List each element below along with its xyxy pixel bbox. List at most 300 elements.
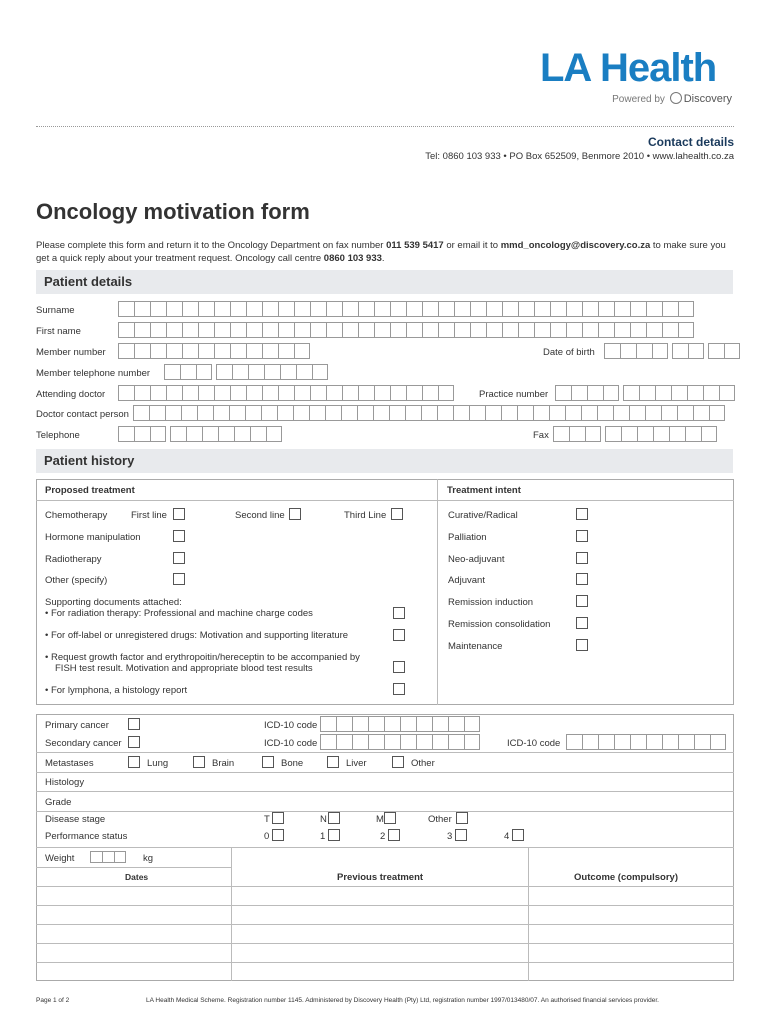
- input-cell[interactable]: [374, 385, 390, 401]
- input-cell[interactable]: [166, 301, 182, 317]
- input-cell[interactable]: [400, 734, 416, 750]
- dob-boxes[interactable]: [604, 343, 740, 359]
- input-cell[interactable]: [278, 301, 294, 317]
- input-cell[interactable]: [294, 385, 310, 401]
- input-cell[interactable]: [186, 426, 202, 442]
- input-cell[interactable]: [326, 385, 342, 401]
- input-cell[interactable]: [182, 385, 198, 401]
- input-cell[interactable]: [230, 322, 246, 338]
- input-cell[interactable]: [261, 405, 277, 421]
- input-cell[interactable]: [587, 385, 603, 401]
- input-cell[interactable]: [422, 385, 438, 401]
- input-cell[interactable]: [646, 301, 662, 317]
- input-cell[interactable]: [406, 301, 422, 317]
- weight-boxes[interactable]: [90, 851, 126, 863]
- input-cell[interactable]: [432, 716, 448, 732]
- prev-row-4[interactable]: [36, 943, 734, 944]
- input-cell[interactable]: [486, 301, 502, 317]
- input-cell[interactable]: [198, 343, 214, 359]
- input-cell[interactable]: [630, 734, 646, 750]
- input-cell[interactable]: [182, 343, 198, 359]
- performance-checkbox[interactable]: [455, 829, 467, 841]
- input-cell[interactable]: [320, 716, 336, 732]
- input-cell[interactable]: [566, 734, 582, 750]
- chemo-label: Chemotherapy: [45, 510, 108, 521]
- input-cell[interactable]: [384, 716, 400, 732]
- metastasis-checkbox[interactable]: [392, 756, 404, 768]
- input-cell[interactable]: [550, 301, 566, 317]
- input-cell[interactable]: [486, 322, 502, 338]
- input-cell[interactable]: [614, 734, 630, 750]
- input-cell[interactable]: [438, 385, 454, 401]
- intent-checkbox[interactable]: [576, 552, 588, 564]
- input-cell[interactable]: [150, 343, 166, 359]
- doc-growth-label: • Request growth factor and erythropoitin/hereceptin to be accompanied by: [45, 652, 360, 663]
- performance-checkbox[interactable]: [388, 829, 400, 841]
- input-cell[interactable]: [678, 734, 694, 750]
- cancer-divider-3: [36, 791, 734, 792]
- intent-checkbox[interactable]: [576, 530, 588, 542]
- input-cell[interactable]: [534, 301, 550, 317]
- histology-label: Histology: [45, 777, 85, 788]
- input-cell[interactable]: [621, 426, 637, 442]
- input-cell[interactable]: [422, 322, 438, 338]
- input-cell[interactable]: [502, 301, 518, 317]
- input-cell[interactable]: [196, 364, 212, 380]
- input-cell[interactable]: [280, 364, 296, 380]
- input-cell[interactable]: [629, 405, 645, 421]
- input-cell[interactable]: [245, 405, 261, 421]
- input-cell[interactable]: [438, 322, 454, 338]
- input-cell[interactable]: [182, 301, 198, 317]
- input-cell[interactable]: [262, 301, 278, 317]
- input-cell[interactable]: [448, 716, 464, 732]
- input-cell[interactable]: [390, 385, 406, 401]
- input-cell[interactable]: [278, 322, 294, 338]
- input-cell[interactable]: [565, 405, 581, 421]
- input-cell[interactable]: [646, 322, 662, 338]
- input-cell[interactable]: [358, 322, 374, 338]
- secondary-icd-boxes[interactable]: [320, 734, 480, 750]
- input-cell[interactable]: [278, 385, 294, 401]
- input-cell[interactable]: [694, 734, 710, 750]
- input-cell[interactable]: [310, 301, 326, 317]
- input-cell[interactable]: [118, 426, 134, 442]
- input-cell[interactable]: [218, 426, 234, 442]
- doc-offlabel-checkbox[interactable]: [393, 629, 405, 641]
- input-cell[interactable]: [202, 426, 218, 442]
- intent-label: Remission induction: [448, 597, 534, 608]
- input-cell[interactable]: [342, 385, 358, 401]
- input-cell[interactable]: [534, 322, 550, 338]
- input-cell[interactable]: [598, 301, 614, 317]
- input-cell[interactable]: [336, 734, 352, 750]
- input-cell[interactable]: [438, 301, 454, 317]
- input-cell[interactable]: [246, 343, 262, 359]
- input-cell[interactable]: [464, 716, 480, 732]
- input-cell[interactable]: [341, 405, 357, 421]
- input-cell[interactable]: [118, 385, 134, 401]
- contact-title: Contact details: [647, 135, 734, 149]
- input-cell[interactable]: [708, 343, 724, 359]
- discovery-text: Discovery: [683, 93, 732, 105]
- input-cell[interactable]: [214, 322, 230, 338]
- input-cell[interactable]: [294, 322, 310, 338]
- input-cell[interactable]: [102, 851, 114, 863]
- input-cell[interactable]: [230, 301, 246, 317]
- intent-checkbox[interactable]: [576, 573, 588, 585]
- input-cell[interactable]: [614, 322, 630, 338]
- intent-label: Adjuvant: [448, 575, 485, 586]
- secondary-icd-label-2: ICD-10 code: [507, 738, 561, 749]
- input-cell[interactable]: [389, 405, 405, 421]
- input-cell[interactable]: [598, 734, 614, 750]
- performance-checkbox[interactable]: [512, 829, 524, 841]
- metastasis-checkbox[interactable]: [327, 756, 339, 768]
- input-cell[interactable]: [517, 405, 533, 421]
- hormone-checkbox[interactable]: [173, 530, 185, 542]
- input-cell[interactable]: [469, 405, 485, 421]
- input-cell[interactable]: [470, 322, 486, 338]
- performance-checkbox[interactable]: [328, 829, 340, 841]
- stage-checkbox[interactable]: [328, 812, 340, 824]
- input-cell[interactable]: [448, 734, 464, 750]
- intent-label: Palliation: [448, 532, 487, 543]
- input-cell[interactable]: [571, 385, 587, 401]
- input-cell[interactable]: [150, 322, 166, 338]
- input-cell[interactable]: [180, 364, 196, 380]
- primary-icd-boxes[interactable]: [320, 716, 480, 732]
- input-cell[interactable]: [358, 301, 374, 317]
- input-cell[interactable]: [198, 322, 214, 338]
- input-cell[interactable]: [639, 385, 655, 401]
- input-cell[interactable]: [421, 405, 437, 421]
- input-cell[interactable]: [384, 734, 400, 750]
- input-cell[interactable]: [293, 405, 309, 421]
- input-cell[interactable]: [582, 301, 598, 317]
- input-cell[interactable]: [134, 426, 150, 442]
- input-cell[interactable]: [701, 426, 717, 442]
- input-cell[interactable]: [213, 405, 229, 421]
- input-cell[interactable]: [264, 364, 280, 380]
- input-cell[interactable]: [678, 322, 694, 338]
- stage-checkbox[interactable]: [272, 812, 284, 824]
- input-cell[interactable]: [566, 301, 582, 317]
- input-cell[interactable]: [246, 385, 262, 401]
- input-cell[interactable]: [620, 343, 636, 359]
- input-cell[interactable]: [118, 343, 134, 359]
- supporting-label: Supporting documents attached:: [45, 597, 182, 608]
- prev-row-2[interactable]: [36, 905, 734, 906]
- practice-boxes[interactable]: [555, 385, 735, 401]
- input-cell[interactable]: [687, 385, 703, 401]
- input-cell[interactable]: [164, 364, 180, 380]
- input-cell[interactable]: [216, 364, 232, 380]
- input-cell[interactable]: [662, 734, 678, 750]
- input-cell[interactable]: [464, 734, 480, 750]
- surname-boxes[interactable]: [118, 301, 694, 317]
- primary-cancer-checkbox[interactable]: [128, 718, 140, 730]
- input-cell[interactable]: [719, 385, 735, 401]
- input-cell[interactable]: [150, 385, 166, 401]
- intro-fax: 011 539 5417: [386, 240, 444, 251]
- input-cell[interactable]: [406, 322, 422, 338]
- input-cell[interactable]: [553, 426, 569, 442]
- performance-checkbox[interactable]: [272, 829, 284, 841]
- input-cell[interactable]: [501, 405, 517, 421]
- input-cell[interactable]: [693, 405, 709, 421]
- input-cell[interactable]: [637, 426, 653, 442]
- input-cell[interactable]: [518, 322, 534, 338]
- input-cell[interactable]: [266, 426, 282, 442]
- first-name-boxes[interactable]: [118, 322, 694, 338]
- input-cell[interactable]: [309, 405, 325, 421]
- input-cell[interactable]: [214, 301, 230, 317]
- input-cell[interactable]: [134, 322, 150, 338]
- input-cell[interactable]: [416, 734, 432, 750]
- input-cell[interactable]: [250, 426, 266, 442]
- metastasis-checkbox[interactable]: [193, 756, 205, 768]
- input-cell[interactable]: [604, 343, 620, 359]
- intent-checkbox[interactable]: [576, 595, 588, 607]
- input-cell[interactable]: [166, 343, 182, 359]
- input-cell[interactable]: [374, 301, 390, 317]
- kg-label: kg: [143, 853, 154, 864]
- prev-row-3[interactable]: [36, 924, 734, 925]
- input-cell[interactable]: [352, 734, 368, 750]
- intent-checkbox[interactable]: [576, 639, 588, 651]
- intent-checkbox[interactable]: [576, 617, 588, 629]
- input-cell[interactable]: [630, 301, 646, 317]
- input-cell[interactable]: [312, 364, 328, 380]
- input-cell[interactable]: [166, 322, 182, 338]
- input-cell[interactable]: [405, 405, 421, 421]
- input-cell[interactable]: [246, 301, 262, 317]
- input-cell[interactable]: [294, 301, 310, 317]
- input-cell[interactable]: [277, 405, 293, 421]
- doc-lymphona-checkbox[interactable]: [393, 683, 405, 695]
- input-cell[interactable]: [416, 716, 432, 732]
- input-cell[interactable]: [294, 343, 310, 359]
- powered-by-text: Powered by: [612, 94, 665, 105]
- stage-checkbox[interactable]: [384, 812, 396, 824]
- input-cell[interactable]: [134, 385, 150, 401]
- input-cell[interactable]: [569, 426, 585, 442]
- input-cell[interactable]: [585, 426, 601, 442]
- input-cell[interactable]: [400, 716, 416, 732]
- input-cell[interactable]: [352, 716, 368, 732]
- input-cell[interactable]: [582, 322, 598, 338]
- input-cell[interactable]: [703, 385, 719, 401]
- input-cell[interactable]: [246, 322, 262, 338]
- input-cell[interactable]: [325, 405, 341, 421]
- input-cell[interactable]: [170, 426, 186, 442]
- input-cell[interactable]: [677, 405, 693, 421]
- input-cell[interactable]: [518, 301, 534, 317]
- input-cell[interactable]: [326, 322, 342, 338]
- doctor-boxes[interactable]: [118, 385, 454, 401]
- input-cell[interactable]: [229, 405, 245, 421]
- page-number: Page 1 of 2: [36, 997, 70, 1004]
- treatment-header-divider: [36, 500, 734, 501]
- input-cell[interactable]: [134, 301, 150, 317]
- input-cell[interactable]: [262, 385, 278, 401]
- first-line-checkbox[interactable]: [173, 508, 185, 520]
- telephone-boxes[interactable]: [118, 426, 282, 442]
- input-cell[interactable]: [234, 426, 250, 442]
- input-cell[interactable]: [661, 405, 677, 421]
- input-cell[interactable]: [230, 343, 246, 359]
- input-cell[interactable]: [533, 405, 549, 421]
- patient-history-title: Patient history: [44, 453, 135, 468]
- input-cell[interactable]: [368, 716, 384, 732]
- input-cell[interactable]: [549, 405, 565, 421]
- input-cell[interactable]: [214, 343, 230, 359]
- input-cell[interactable]: [688, 343, 704, 359]
- input-cell[interactable]: [230, 385, 246, 401]
- input-cell[interactable]: [358, 385, 374, 401]
- input-cell[interactable]: [114, 851, 126, 863]
- input-cell[interactable]: [133, 405, 149, 421]
- input-cell[interactable]: [485, 405, 501, 421]
- secondary-icd-label: ICD-10 code: [264, 738, 318, 749]
- input-cell[interactable]: [669, 426, 685, 442]
- input-cell[interactable]: [613, 405, 629, 421]
- input-cell[interactable]: [437, 405, 453, 421]
- input-cell[interactable]: [685, 426, 701, 442]
- input-cell[interactable]: [342, 301, 358, 317]
- input-cell[interactable]: [232, 364, 248, 380]
- input-cell[interactable]: [662, 301, 678, 317]
- metastases-label: Metastases: [45, 758, 94, 769]
- input-cell[interactable]: [598, 322, 614, 338]
- input-cell[interactable]: [502, 322, 518, 338]
- input-cell[interactable]: [320, 734, 336, 750]
- other-checkbox[interactable]: [173, 573, 185, 585]
- input-cell[interactable]: [597, 405, 613, 421]
- input-cell[interactable]: [605, 426, 621, 442]
- third-line-checkbox[interactable]: [391, 508, 403, 520]
- input-cell[interactable]: [118, 301, 134, 317]
- input-cell[interactable]: [550, 322, 566, 338]
- input-cell[interactable]: [671, 385, 687, 401]
- input-cell[interactable]: [645, 405, 661, 421]
- input-cell[interactable]: [262, 322, 278, 338]
- input-cell[interactable]: [248, 364, 264, 380]
- input-cell[interactable]: [454, 301, 470, 317]
- second-line-checkbox[interactable]: [289, 508, 301, 520]
- secondary-cancer-checkbox[interactable]: [128, 736, 140, 748]
- input-cell[interactable]: [623, 385, 639, 401]
- input-cell[interactable]: [390, 322, 406, 338]
- input-cell[interactable]: [603, 385, 619, 401]
- doc-radiation-checkbox[interactable]: [393, 607, 405, 619]
- input-cell[interactable]: [134, 343, 150, 359]
- input-cell[interactable]: [357, 405, 373, 421]
- input-cell[interactable]: [374, 322, 390, 338]
- input-cell[interactable]: [709, 405, 725, 421]
- input-cell[interactable]: [653, 426, 669, 442]
- doc-growth-checkbox[interactable]: [393, 661, 405, 673]
- prev-row-5[interactable]: [36, 962, 734, 963]
- input-cell[interactable]: [724, 343, 740, 359]
- performance-label: 2: [380, 831, 386, 842]
- input-cell[interactable]: [181, 405, 197, 421]
- input-cell[interactable]: [432, 734, 448, 750]
- input-cell[interactable]: [662, 322, 678, 338]
- input-cell[interactable]: [710, 734, 726, 750]
- input-cell[interactable]: [150, 426, 166, 442]
- member-number-boxes[interactable]: [118, 343, 310, 359]
- input-cell[interactable]: [406, 385, 422, 401]
- input-cell[interactable]: [453, 405, 469, 421]
- input-cell[interactable]: [90, 851, 102, 863]
- input-cell[interactable]: [566, 322, 582, 338]
- input-cell[interactable]: [582, 734, 598, 750]
- input-cell[interactable]: [182, 322, 198, 338]
- input-cell[interactable]: [296, 364, 312, 380]
- input-cell[interactable]: [262, 343, 278, 359]
- input-cell[interactable]: [197, 405, 213, 421]
- input-cell[interactable]: [165, 405, 181, 421]
- input-cell[interactable]: [310, 322, 326, 338]
- input-cell[interactable]: [614, 301, 630, 317]
- input-cell[interactable]: [555, 385, 571, 401]
- input-cell[interactable]: [368, 734, 384, 750]
- input-cell[interactable]: [581, 405, 597, 421]
- prev-row-1[interactable]: [36, 886, 734, 887]
- input-cell[interactable]: [630, 322, 646, 338]
- input-cell[interactable]: [310, 385, 326, 401]
- intent-checkbox[interactable]: [576, 508, 588, 520]
- input-cell[interactable]: [118, 322, 134, 338]
- input-cell[interactable]: [646, 734, 662, 750]
- input-cell[interactable]: [336, 716, 352, 732]
- metastasis-checkbox[interactable]: [128, 756, 140, 768]
- input-cell[interactable]: [166, 385, 182, 401]
- radio-checkbox[interactable]: [173, 552, 185, 564]
- input-cell[interactable]: [198, 301, 214, 317]
- member-tel-boxes[interactable]: [164, 364, 328, 380]
- input-cell[interactable]: [198, 385, 214, 401]
- second-line-label: Second line: [235, 510, 285, 521]
- doc-growth-label-2: FISH test result. Motivation and appropriate blood test results: [55, 663, 313, 674]
- input-cell[interactable]: [149, 405, 165, 421]
- contact-person-boxes[interactable]: [133, 405, 725, 421]
- input-cell[interactable]: [636, 343, 652, 359]
- input-cell[interactable]: [672, 343, 688, 359]
- stage-checkbox[interactable]: [456, 812, 468, 824]
- input-cell[interactable]: [214, 385, 230, 401]
- fax-boxes[interactable]: [553, 426, 717, 442]
- input-cell[interactable]: [150, 301, 166, 317]
- input-cell[interactable]: [678, 301, 694, 317]
- secondary-icd-boxes-2[interactable]: [566, 734, 726, 750]
- input-cell[interactable]: [652, 343, 668, 359]
- primary-icd-label: ICD-10 code: [264, 720, 318, 731]
- metastasis-checkbox[interactable]: [262, 756, 274, 768]
- input-cell[interactable]: [342, 322, 358, 338]
- input-cell[interactable]: [373, 405, 389, 421]
- input-cell[interactable]: [470, 301, 486, 317]
- input-cell[interactable]: [390, 301, 406, 317]
- input-cell[interactable]: [278, 343, 294, 359]
- input-cell[interactable]: [422, 301, 438, 317]
- input-cell[interactable]: [454, 322, 470, 338]
- intro-text: [36, 239, 736, 265]
- input-cell[interactable]: [326, 301, 342, 317]
- input-cell[interactable]: [655, 385, 671, 401]
